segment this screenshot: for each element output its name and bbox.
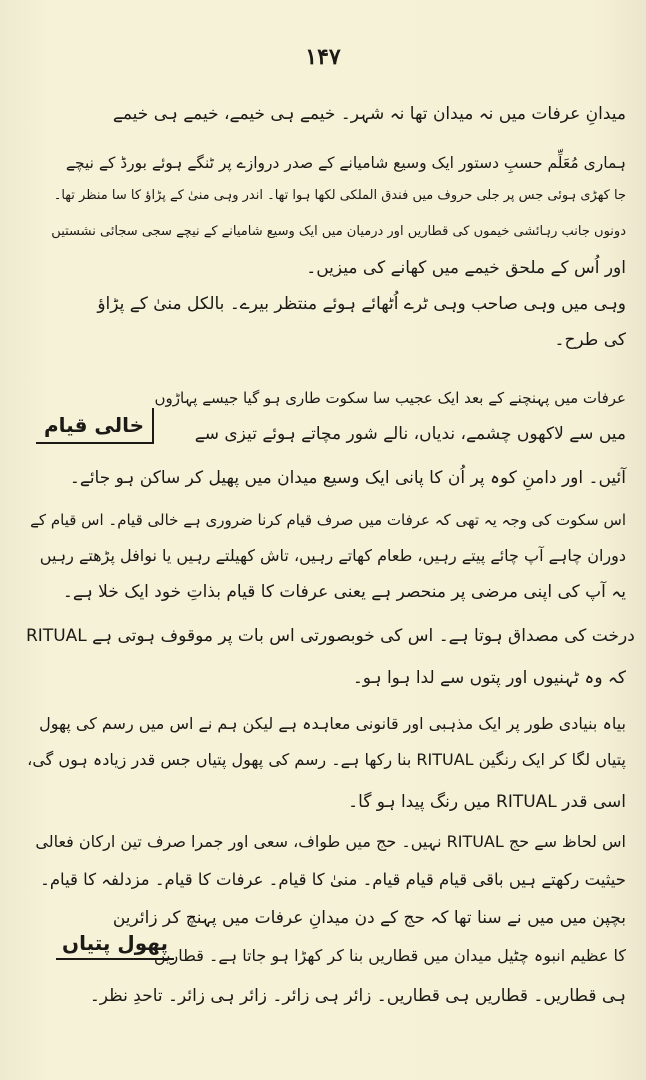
side-heading-khali-qiyam: خالی قیام bbox=[36, 408, 154, 444]
side-heading-phool-pattiyan: پھول پتیاں bbox=[56, 928, 174, 960]
text-line: جا کھڑی ہوئی جس پر جلی حروف میں فندق الملکی لکھا ہوا تھا۔ اندر وہی منیٰ کے پڑاؤ کا سا منظر تھا۔ bbox=[53, 188, 626, 203]
text-line: کا عظیم انبوہ چٹیل میدان میں قطاریں بنا کر کھڑا ہو جاتا ہے۔ قطاریں bbox=[153, 946, 626, 965]
text-line: کہ وہ ٹہنیوں اور پتوں سے لدا ہوا ہو۔ bbox=[352, 668, 626, 688]
text-line: حیثیت رکھتے ہیں باقی قیام قیام قیام۔ منیٰ کا قیام۔ عرفات کا قیام۔ مزدلفہ کا قیام۔ bbox=[40, 870, 626, 889]
text-line: دوران چاہے آپ چائے پیتے رہیں، طعام کھاتے رہیں، تاش کھیلتے رہیں یا نوافل پڑھتے رہیں bbox=[39, 546, 626, 565]
text-line: ہی قطاریں۔ قطاریں ہی قطاریں۔ زائر ہی زائر۔ زائر ہی زائر۔ تاحدِ نظر۔ bbox=[89, 986, 626, 1006]
text-line: پتیاں لگا کر ایک رنگین RITUAL بنا رکھا ہے۔ رسم کی پھول پتیاں جس قدر زیادہ ہوں گی، bbox=[27, 750, 626, 769]
text-line: RITUAL درخت کی مصداق ہوتا ہے۔ اس کی خوبصورتی اس بات پر موقوف ہوتی ہے bbox=[26, 626, 635, 646]
text-line: دونوں جانب رہائشی خیموں کی قطاریں اور درمیان میں ایک وسیع شامیانے کے نیچے سجی سجائی نشستیں bbox=[51, 224, 626, 239]
text-line: ہماری مُعَلِّم حسبِ دستور ایک وسیع شامیانے کے صدر دروازے پر ٹنگے ہوئے بورڈ کے نیچے bbox=[65, 154, 626, 172]
text-line: کی طرح۔ bbox=[554, 330, 626, 350]
text-line: وہی میں وہی صاحب وہی ٹرے اُٹھائے ہوئے منتظر بیرے۔ بالکل منیٰ کے پڑاؤ bbox=[97, 294, 626, 314]
text-line: اور اُس کے ملحق خیمے میں کھانے کی میزیں۔ bbox=[306, 258, 626, 278]
text-line: آئیں۔ اور دامنِ کوہ پر اُن کا پانی ایک وسیع میدان میں پھیل کر ساکن ہو جائے۔ bbox=[69, 468, 626, 488]
text-line: اسی قدر RITUAL میں رنگ پیدا ہو گا۔ bbox=[348, 792, 626, 812]
text-line: میں سے لاکھوں چشمے، ندیاں، نالے شور مچاتے ہوئے تیزی سے bbox=[194, 424, 626, 444]
text-line: بچپن میں میں نے سنا تھا کہ حج کے دن میدانِ عرفات میں پہنچ کر زائرین bbox=[112, 908, 626, 928]
text-line: بیاہ بنیادی طور پر ایک مذہبی اور قانونی معاہدہ ہے لیکن ہم نے اس میں رسم کی پھول bbox=[39, 714, 626, 733]
text-line: یہ آپ کی اپنی مرضی پر منحصر ہے یعنی عرفات کا قیام بذاتِ خود ایک خلا ہے۔ bbox=[62, 582, 626, 602]
text-line: میدانِ عرفات میں نہ میدان تھا نہ شہر۔ خیمے ہی خیمے، خیمے ہی خیمے bbox=[112, 104, 626, 124]
text-line: عرفات میں پہنچنے کے بعد ایک عجیب سا سکوت طاری ہو گیا جیسے پہاڑوں bbox=[154, 389, 626, 407]
page-number: ۱۴۷ bbox=[305, 44, 341, 70]
text-line: اس لحاظ سے حج RITUAL نہیں۔ حج میں طواف، سعی اور جمرا صرف تین ارکان فعالی bbox=[35, 832, 626, 851]
text-line: اس سکوت کی وجہ یہ تھی کہ عرفات میں صرف قیام کرنا ضروری ہے خالی قیام۔ اس قیام کے bbox=[30, 511, 626, 529]
